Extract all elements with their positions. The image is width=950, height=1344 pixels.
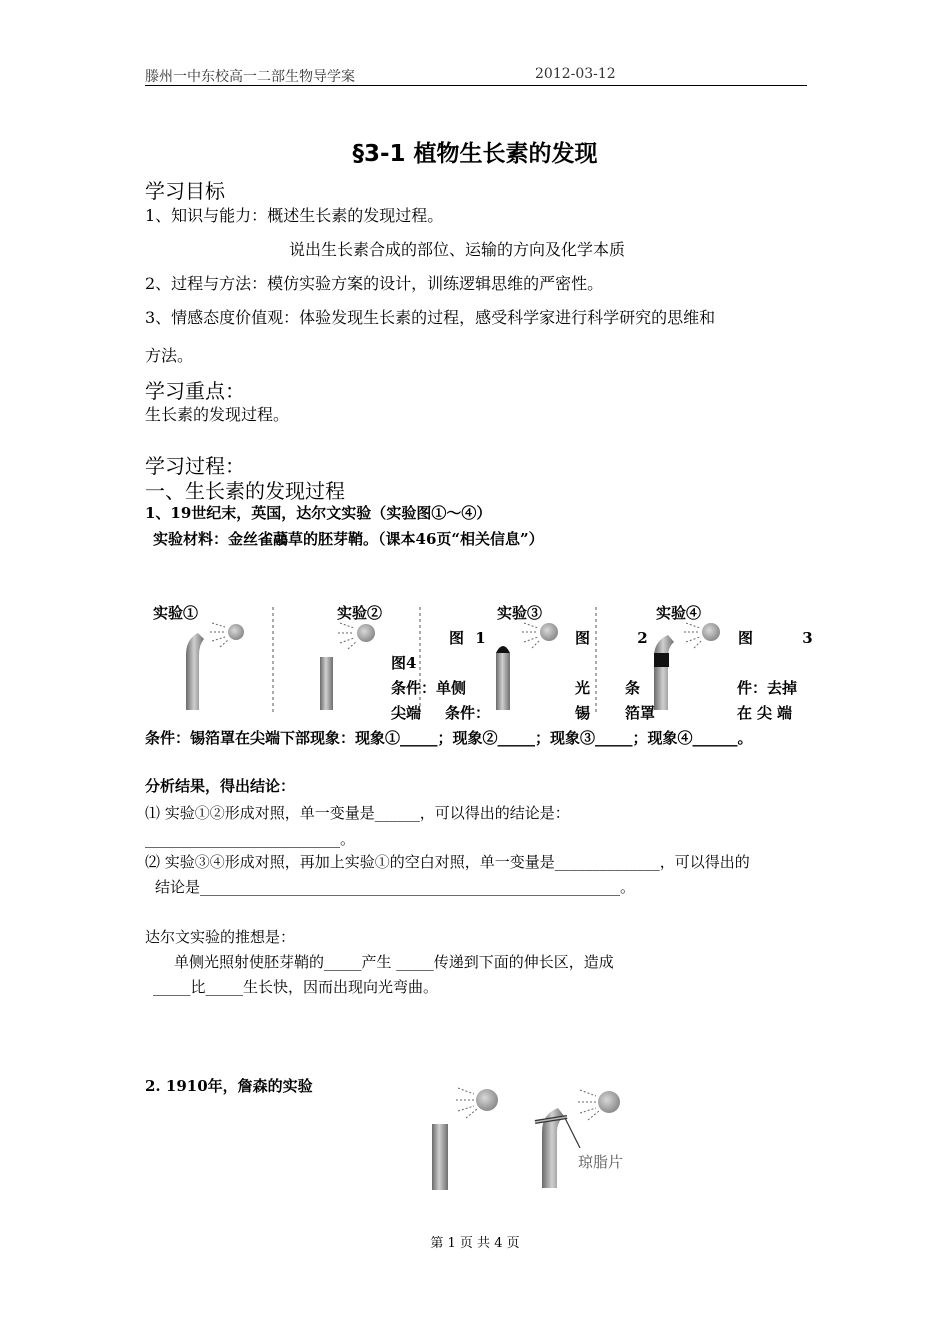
condition-1b: 光 (575, 679, 591, 697)
coleoptile-3 (496, 646, 510, 710)
agar-label: 琼脂片 (578, 1153, 624, 1171)
objective-3-line2: 方法。 (145, 346, 194, 365)
objective-3-line1: 3、情感态度价值观：体验发现生长素的过程，感受科学家进行科学研究的思维和 (145, 308, 716, 327)
jensen-coleoptile-2 (535, 1108, 580, 1188)
coleoptile-1 (186, 633, 204, 710)
focus-text: 生长素的发现过程。 (145, 405, 290, 424)
fig-label-3: 图 3 (738, 629, 813, 647)
header-rule (145, 85, 807, 86)
coleoptile-4 (654, 635, 674, 710)
condition-2d: 箔罩 (625, 704, 656, 722)
analysis-q1-blank: __________________________。 (145, 830, 356, 848)
header-date: 2012-03-12 (535, 66, 616, 82)
jensen-light-1 (456, 1088, 498, 1118)
page-footer: 第 1 页 共 4 页 (430, 1236, 520, 1251)
condition-2e: 在尖端 (737, 704, 798, 722)
hypothesis-heading: 达尔文实验的推想是： (145, 928, 296, 946)
light-source-3 (522, 623, 558, 648)
focus-heading: 学习重点： (145, 379, 245, 403)
objective-2: 2、过程与方法：模仿实验方案的设计，训练逻辑思维的严密性。 (145, 274, 604, 293)
experiment-1-material: 实验材料：金丝雀虉草的胚芽鞘。（课本46页“相关信息”） (153, 530, 544, 548)
fig-label-1: 图 1 (449, 629, 486, 647)
analysis-heading: 分析结果，得出结论： (145, 777, 296, 795)
analysis-q2: ⑵ 实验③④形成对照，再加上实验①的空白对照，单一变量是______________，可以得出的 (145, 853, 750, 871)
jensen-light-2 (578, 1090, 620, 1120)
header-left: 滕州一中东校高一二部生物导学案 (145, 69, 355, 85)
objective-1-label: 1、知识与能力： (145, 206, 268, 225)
light-source-4 (684, 623, 720, 648)
condition-3-observations: 条件：锡箔罩在尖端下部现象：现象①_____；现象②_____；现象③_____；现象④______。 (145, 729, 753, 747)
page-title: §3-1 植物生长素的发现 (352, 141, 598, 167)
hypothesis-line2: _____比_____生长快，因而出现向光弯曲。 (153, 978, 439, 996)
process-heading: 学习过程： (145, 454, 245, 478)
analysis-q1: ⑴ 实验①②形成对照，单一变量是______，可以得出的结论是： (145, 804, 570, 822)
objective-1-text-2: 说出生长素合成的部位、运输的方向及化学本质 (289, 240, 626, 259)
analysis-q2-blank: 结论是________________________________________________________。 (155, 878, 636, 896)
experiment-2-title: 2. 1910年，詹森的实验 (145, 1077, 313, 1095)
condition-1c: 条 (625, 679, 641, 697)
hypothesis-line1: 单侧光照射使胚芽鞘的_____产生 _____传递到下面的伸长区，造成 (174, 953, 614, 971)
condition-2b: 条件： (445, 704, 491, 722)
fig-label-2: 图 2 (575, 629, 648, 647)
fig-label-4: 图4 (391, 654, 417, 672)
condition-2c: 锡 (575, 704, 591, 722)
light-source-1 (210, 623, 244, 647)
exp-label-1: 实验① (153, 604, 199, 622)
objective-1-text: 概述生长素的发现过程。 (267, 206, 444, 225)
exp-label-4: 实验④ (656, 604, 702, 622)
jensen-coleoptile-1 (432, 1124, 448, 1190)
coleoptile-2 (320, 657, 333, 710)
objectives-heading: 学习目标 (145, 179, 225, 203)
light-source-2 (338, 623, 375, 649)
exp-label-3: 实验③ (497, 604, 543, 622)
boysen-jensen-figure (420, 1080, 640, 1195)
objective-1 (145, 203, 443, 226)
condition-2a: 尖端 (391, 704, 422, 722)
condition-1d: 件：去掉 (737, 679, 798, 697)
section-1-heading: 一、生长素的发现过程 (145, 479, 345, 503)
condition-1a: 条件：单侧 (391, 679, 467, 697)
exp-label-2: 实验② (337, 604, 383, 622)
experiment-1-title: 1、19世纪末，英国，达尔文实验（实验图①～④） (145, 504, 492, 522)
